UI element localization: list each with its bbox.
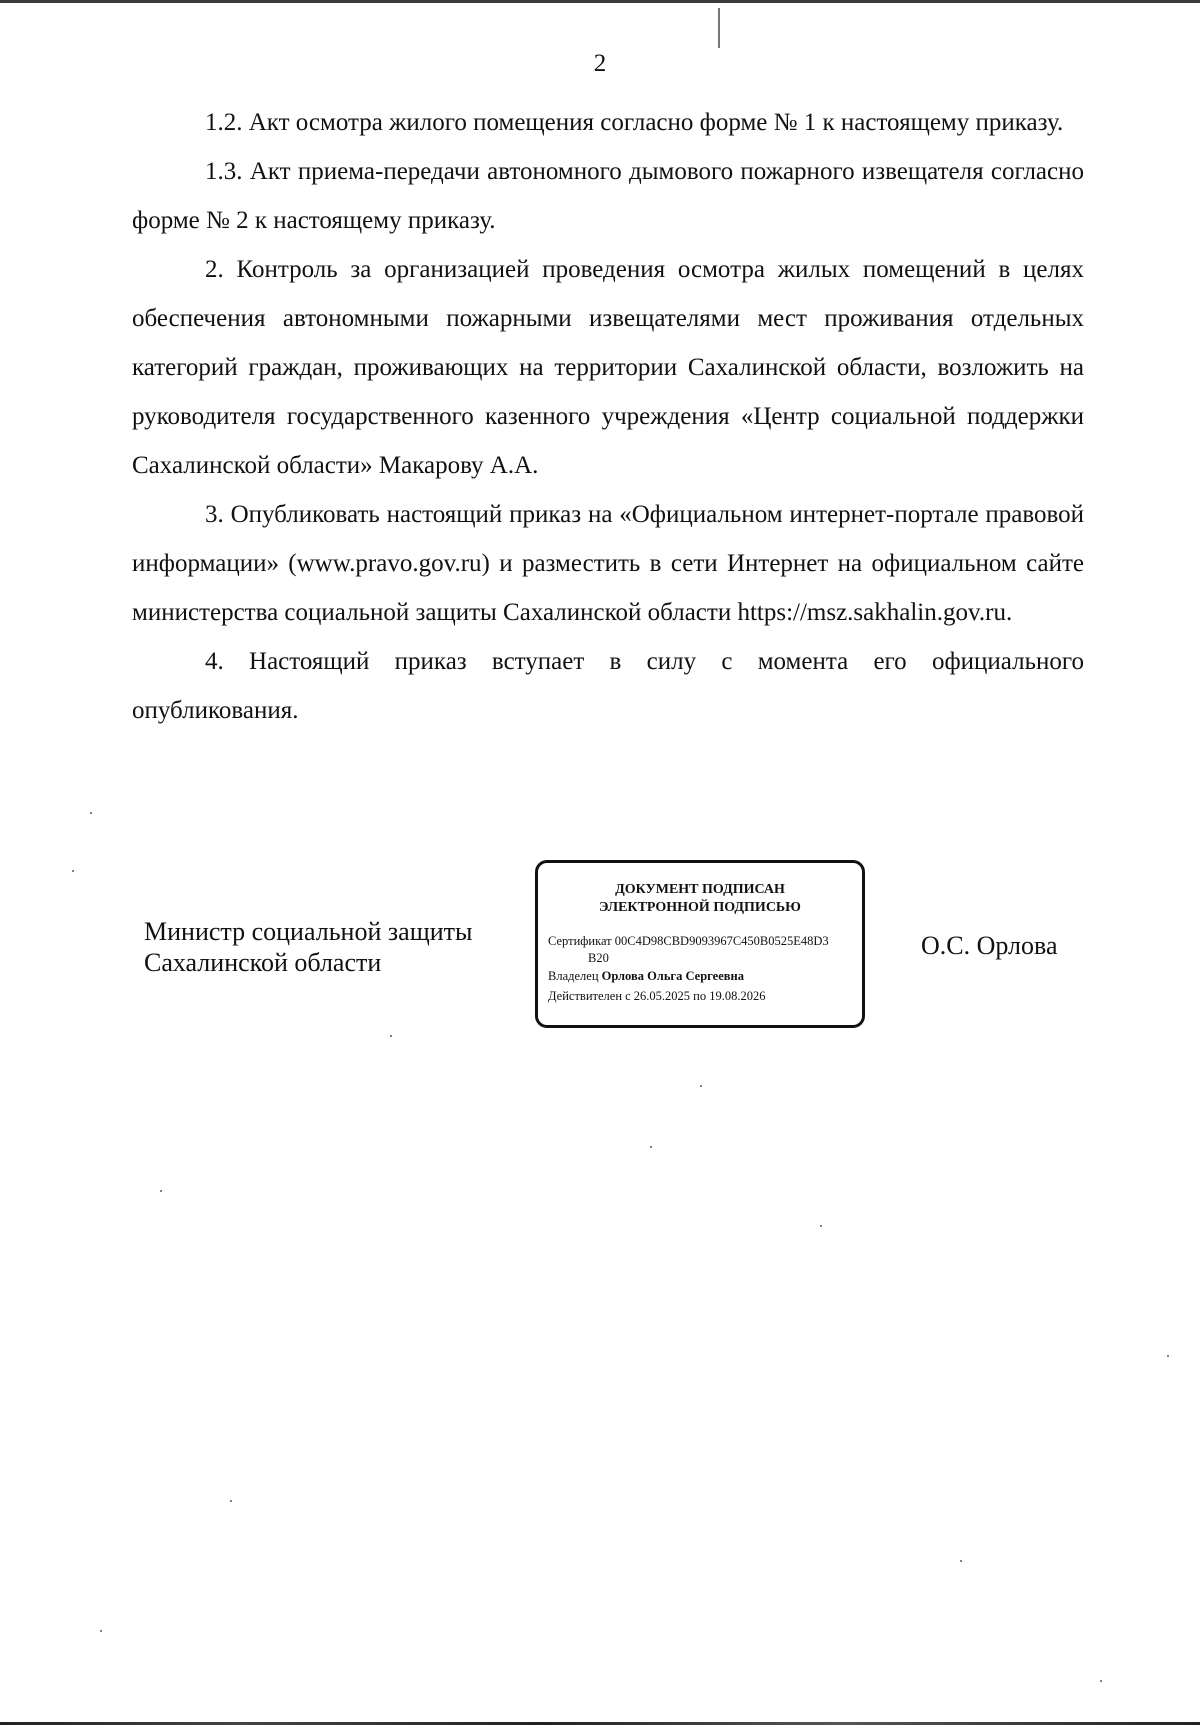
signer-position-line-2: Сахалинской области — [144, 948, 382, 977]
electronic-signature-stamp — [535, 860, 865, 1028]
stamp-certificate — [548, 933, 829, 949]
page-number: 2 — [593, 50, 607, 77]
signer-position — [144, 916, 472, 978]
scan-speck — [90, 812, 92, 814]
document-body — [132, 98, 1084, 735]
stamp-owner-name: Орлова Ольга Сергеевна — [601, 969, 744, 983]
stamp-owner — [548, 968, 744, 984]
stamp-certificate-continuation: B20 — [588, 951, 609, 965]
scan-speck — [390, 1035, 392, 1037]
scan-top-edge — [0, 0, 1200, 3]
stamp-certificate-value: 00C4D98CBD9093967C450B0525E48D3 — [614, 934, 829, 948]
scan-speck — [72, 870, 74, 872]
scan-speck — [1100, 1680, 1102, 1682]
scan-speck — [230, 1500, 232, 1502]
scan-speck — [1167, 1355, 1169, 1357]
paragraph-4: 4. Настоящий приказ вступает в силу с момента его официального опубликования. — [132, 648, 1084, 724]
paragraph-3: 3. Опубликовать настоящий приказ на «Официальном интернет-портале правовой информации» (www.pravo.gov.ru) и разместить в сети Интернет на официальном сайте министерства социальной защиты Сахалинской области https://msz.sakhalin.gov.ru. — [132, 501, 1084, 626]
paragraph-2: 2. Контроль за организацией проведения осмотра жилых помещений в целях обеспечения автономными пожарными извещателями мест проживания отдельных категорий граждан, проживающих на территории Сахалинской области, возложить на руководителя государственного казенного учреждения «Центр социальной поддержки Сахалинской области» Макарову А.А. — [132, 256, 1084, 479]
signer-name: О.С. Орлова — [921, 931, 1058, 960]
signature-block — [0, 860, 1200, 1040]
stamp-title-line-2: ЭЛЕКТРОННОЙ ПОДПИСЬЮ — [599, 900, 801, 915]
stamp-title-line-1: ДОКУМЕНТ ПОДПИСАН — [615, 882, 785, 897]
scan-speck — [960, 1560, 962, 1562]
signer-position-line-1: Министр социальной защиты — [144, 917, 473, 946]
scan-speck — [820, 1225, 822, 1227]
stamp-certificate-label: Сертификат — [548, 934, 612, 948]
stamp-title — [538, 881, 862, 917]
paragraph-1-2: 1.2. Акт осмотра жилого помещения согласно форме № 1 к настоящему приказу. — [205, 109, 1064, 136]
scan-speck — [160, 1190, 162, 1192]
stamp-owner-label: Владелец — [548, 969, 599, 983]
stamp-validity: Действителен с 26.05.2025 по 19.08.2026 — [548, 989, 766, 1003]
scan-speck — [100, 1630, 102, 1632]
scan-artifact-mark — [718, 8, 720, 48]
paragraph-1-3: 1.3. Акт приема-передачи автономного дымового пожарного извещателя согласно форме № 2 к настоящему приказу. — [132, 158, 1084, 234]
scan-speck — [650, 1146, 652, 1148]
scan-bottom-edge — [0, 1722, 1200, 1725]
scan-speck — [700, 1085, 702, 1087]
